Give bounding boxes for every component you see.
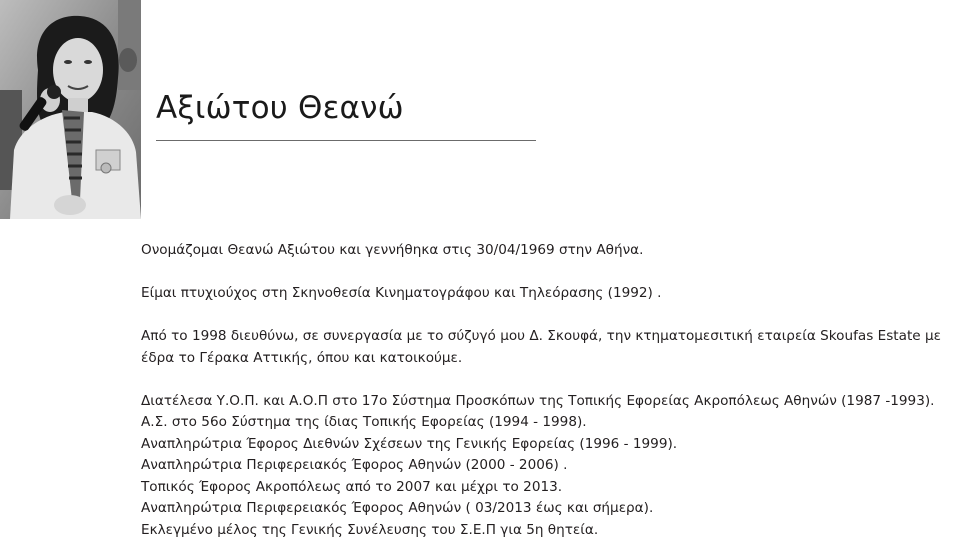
bio-work-line-2: έδρα το Γέρακα Αττικής, όπου και κατοικούμε.: [141, 348, 959, 370]
bio-scouting-line: Εκλεγμένο μέλος της Γενικής Συνέλευσης του Σ.Ε.Π για 5η θητεία.: [141, 520, 959, 541]
bio-intro: Ονομάζομαι Θεανώ Αξιώτου και γεννήθηκα στις 30/04/1969 στην Αθήνα.: [141, 240, 959, 262]
bio-scouting-line: Διατέλεσα Υ.Ο.Π. και Α.Ο.Π στο 17ο Σύστημα Προσκόπων της Τοπικής Εφορείας Ακροπόλεως Αθηνών (1987 -1993).: [141, 391, 959, 413]
heading-underline: [156, 140, 536, 141]
paragraph-gap: [141, 262, 959, 284]
bio-scouting-line: Τοπικός Έφορος Ακροπόλεως από το 2007 και μέχρι το 2013.: [141, 477, 959, 499]
bio-education: Είμαι πτυχιούχος στη Σκηνοθεσία Κινηματογράφου και Τηλεόρασης (1992) .: [141, 283, 959, 305]
bio-scouting-line: Αναπληρώτρια Έφορος Διεθνών Σχέσεων της Γενικής Εφορείας (1996 - 1999).: [141, 434, 959, 456]
portrait-photo: [0, 0, 141, 219]
bio-scouting-line: Α.Σ. στο 56ο Σύστημα της ίδιας Τοπικής Εφορείας (1994 - 1998).: [141, 412, 959, 434]
person-name-heading: Αξιώτου Θεανώ: [156, 90, 404, 126]
paragraph-gap: [141, 369, 959, 391]
portrait-illustration: [0, 0, 141, 219]
bio-scouting-line: Αναπληρώτρια Περιφερειακός Έφορος Αθηνών (2000 - 2006) .: [141, 455, 959, 477]
biography: [141, 240, 959, 541]
bio-scouting-line: Αναπληρώτρια Περιφερειακός Έφορος Αθηνών ( 03/2013 έως και σήμερα).: [141, 498, 959, 520]
bio-work-line-1: Από το 1998 διευθύνω, σε συνεργασία με το σύζυγό μου Δ. Σκουφά, την κτηματομεσιτική εταιρεία Skoufas Estate με: [141, 326, 959, 348]
paragraph-gap: [141, 305, 959, 327]
